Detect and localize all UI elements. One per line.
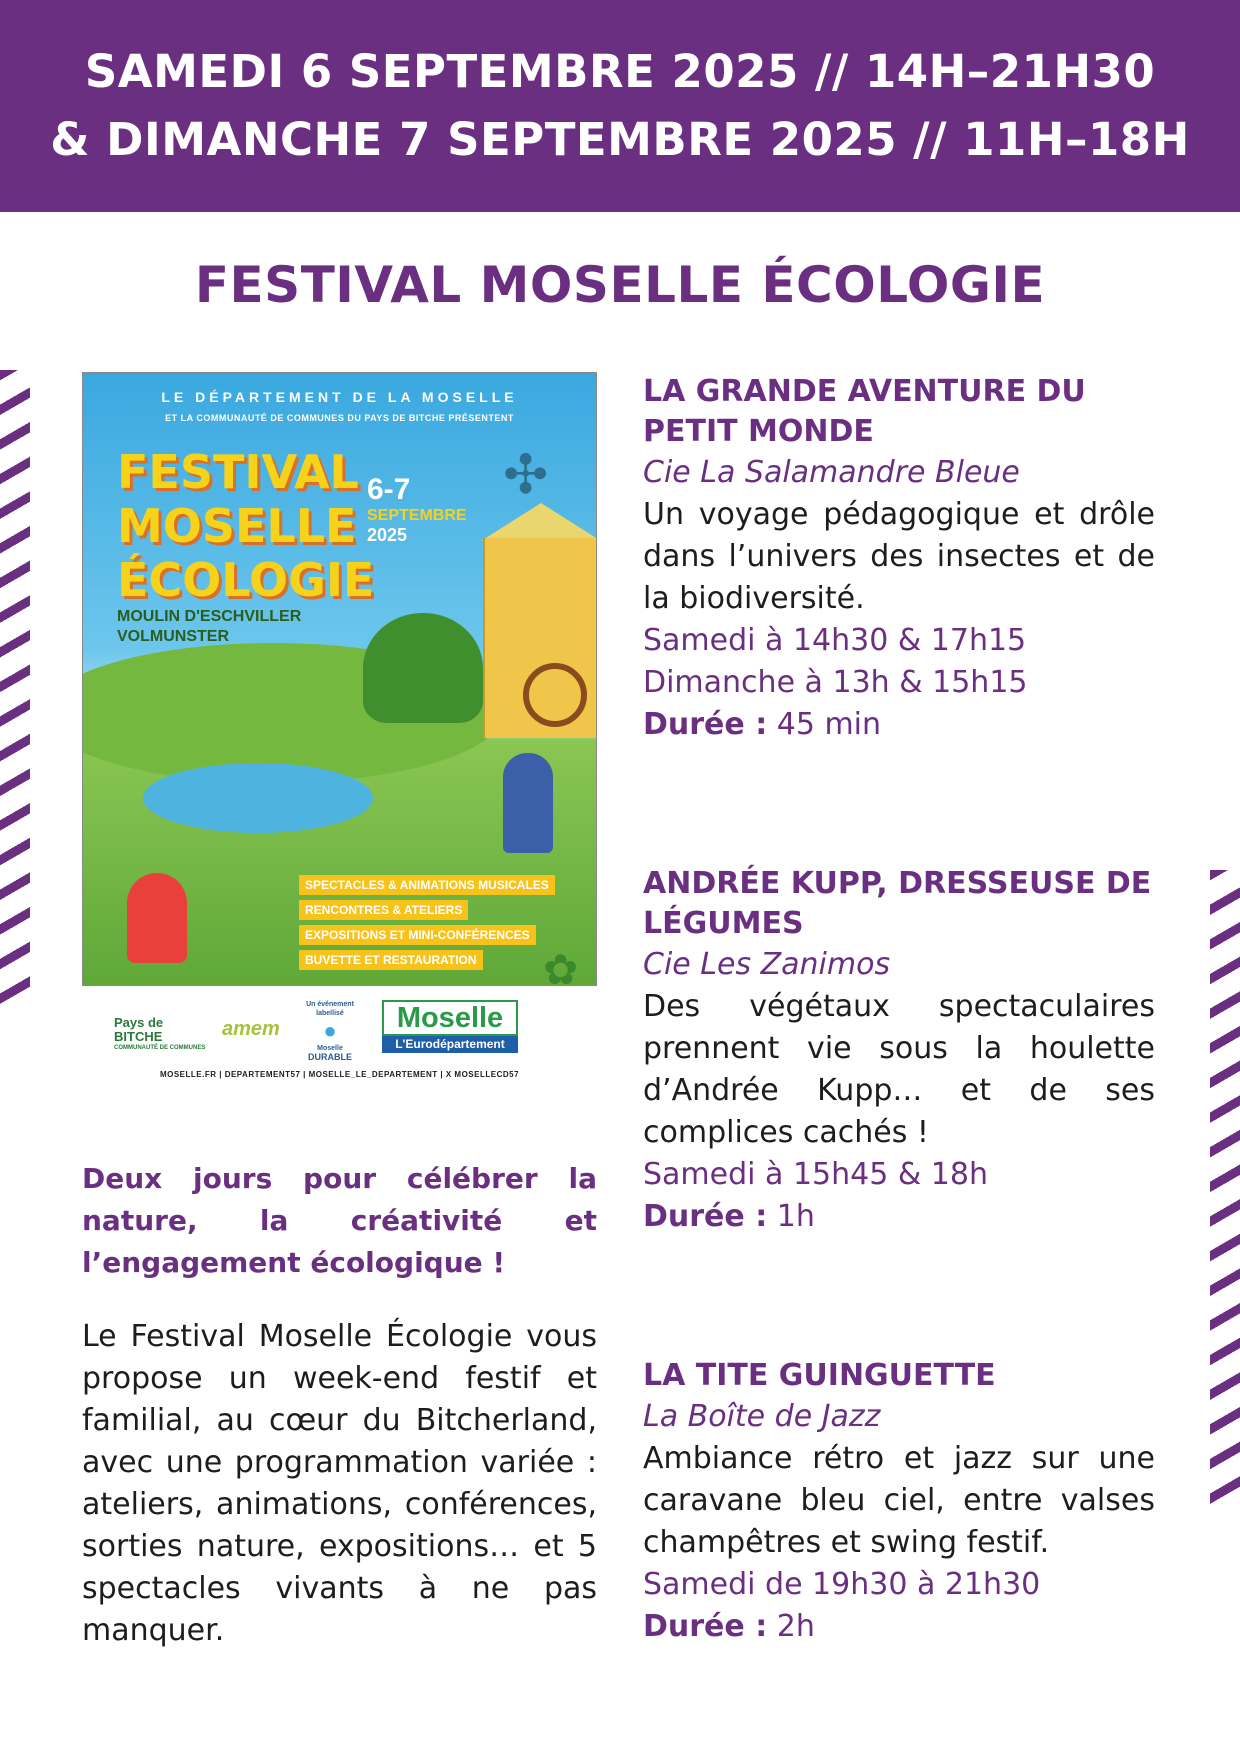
poster-trees [363, 613, 483, 723]
poster-copresenter: ET LA COMMUNAUTÉ DE COMMUNES DU PAYS DE BITCHE PRÉSENTENT [165, 413, 514, 423]
poster-mill-wheel [523, 663, 587, 727]
show-description: Des végétaux spectaculaires prennent vie sous la houlette d’Andrée Kupp… et de ses complices cachés ! [643, 989, 1155, 1150]
logo-text: L'Eurodépartement [382, 1036, 518, 1053]
show-schedule: Dimanche à 13h & 15h15 [643, 665, 1028, 700]
show-title: LA TITE GUINGUETTE [643, 1358, 996, 1393]
social-links: MOSELLE.FR | DEPARTEMENT57 | MOSELLE_LE_DEPARTEMENT | X MOSELLECD57 [159, 1070, 520, 1079]
water-drop-icon: ● [323, 1018, 337, 1043]
poster-pond [143, 763, 373, 833]
poster-date [367, 473, 487, 546]
poster-tag: BUVETTE ET RESTAURATION [299, 950, 483, 970]
decorative-stripes-right [1210, 870, 1240, 1510]
duration-value: 1h [767, 1199, 815, 1234]
show-item [643, 372, 1155, 746]
show-title: LA GRANDE AVENTURE DU PETIT MONDE [643, 374, 1086, 449]
header-line-saturday: SAMEDI 6 SEPTEMBRE 2025 // 14H–21H30 [84, 45, 1156, 98]
logo-text: Moselle [382, 1000, 518, 1036]
poster-presenter: LE DÉPARTEMENT DE LA MOSELLE [161, 389, 518, 405]
poster-mill-roof [481, 503, 597, 541]
logo-text: DURABLE [308, 1052, 352, 1062]
show-title: ANDRÉE KUPP, DRESSEUSE DE LÉGUMES [643, 866, 1152, 941]
duration-label: Durée : [643, 707, 768, 742]
pays-de-bitche-logo [114, 1016, 205, 1052]
show-duration [643, 1196, 1155, 1238]
poster-title-line: MOSELLE [117, 499, 357, 553]
page-title: FESTIVAL MOSELLE ÉCOLOGIE [194, 256, 1046, 314]
poster-tag: SPECTACLES & ANIMATIONS MUSICALES [299, 875, 555, 895]
poster-date-month: SEPTEMBRE [367, 507, 467, 524]
show-item [643, 864, 1155, 1238]
poster-title-line: ÉCOLOGIE [117, 553, 375, 607]
logo-text: COMMUNAUTÉ DE COMMUNES [114, 1045, 206, 1051]
dragonfly-icon: ✣ [503, 445, 549, 505]
logo-text: BITCHE [114, 1029, 163, 1044]
logo-text: Moselle [317, 1045, 343, 1052]
header-band [0, 0, 1240, 212]
poster-boy-illustration [503, 753, 553, 853]
poster-tag: RENCONTRES & ATELIERS [299, 900, 468, 920]
show-item [643, 1356, 1155, 1648]
frog-icon: ✿ [543, 946, 579, 986]
header-line-sunday: & DIMANCHE 7 SEPTEMBRE 2025 // 11H–18H [50, 113, 1190, 166]
poster-tag: EXPOSITIONS ET MINI-CONFÉRENCES [299, 925, 536, 945]
festival-poster [82, 372, 597, 986]
partner-logos [82, 996, 597, 1086]
poster-title-line: FESTIVAL [117, 445, 359, 499]
show-schedule: Samedi à 14h30 & 17h15 [643, 623, 1027, 658]
show-schedule: Samedi à 15h45 & 18h [643, 1157, 988, 1192]
duration-value: 45 min [767, 707, 882, 742]
show-company: Cie Les Zanimos [643, 947, 891, 982]
show-schedule: Samedi de 19h30 à 21h30 [643, 1567, 1041, 1602]
show-company: Cie La Salamandre Bleue [643, 455, 1020, 490]
poster-place [117, 607, 301, 647]
poster-girl-illustration [127, 873, 187, 963]
moselle-durable-logo [300, 1000, 360, 1062]
poster-place-line: MOULIN D'ESCHVILLER [117, 608, 302, 625]
show-company: La Boîte de Jazz [643, 1399, 881, 1434]
poster-date-days: 6-7 [367, 473, 411, 506]
show-description: Un voyage pédagogique et drôle dans l’univers des insectes et de la biodiversité. [643, 497, 1155, 616]
duration-value: 2h [767, 1609, 815, 1644]
poster-tags [299, 875, 555, 975]
decorative-stripes-left [0, 370, 30, 1010]
amem-logo: amem [222, 1018, 280, 1040]
intro-text: Le Festival Moselle Écologie vous propose un week-end festif et familial, au cœur du Bitcherland, avec une programmation variée : ateliers, animations, conférences, sorties nature, expositions… et 5 spectacles vivants à ne pas manquer. [82, 1319, 597, 1648]
show-duration [643, 704, 1155, 746]
duration-label: Durée : [643, 1609, 768, 1644]
moselle-logo [382, 1000, 518, 1053]
show-duration [643, 1606, 1155, 1648]
duration-label: Durée : [643, 1199, 768, 1234]
poster-date-year: 2025 [367, 525, 408, 545]
poster-title [117, 445, 397, 607]
logo-text: Un événement labellisé [306, 1001, 354, 1017]
lead-text: Deux jours pour célébrer la nature, la créativité et l’engagement écologique ! [82, 1162, 597, 1279]
poster-place-line: VOLMUNSTER [117, 628, 229, 645]
show-description: Ambiance rétro et jazz sur une caravane bleu ciel, entre valses champêtres et swing festif. [643, 1441, 1155, 1560]
logo-text: Pays de [114, 1015, 164, 1030]
